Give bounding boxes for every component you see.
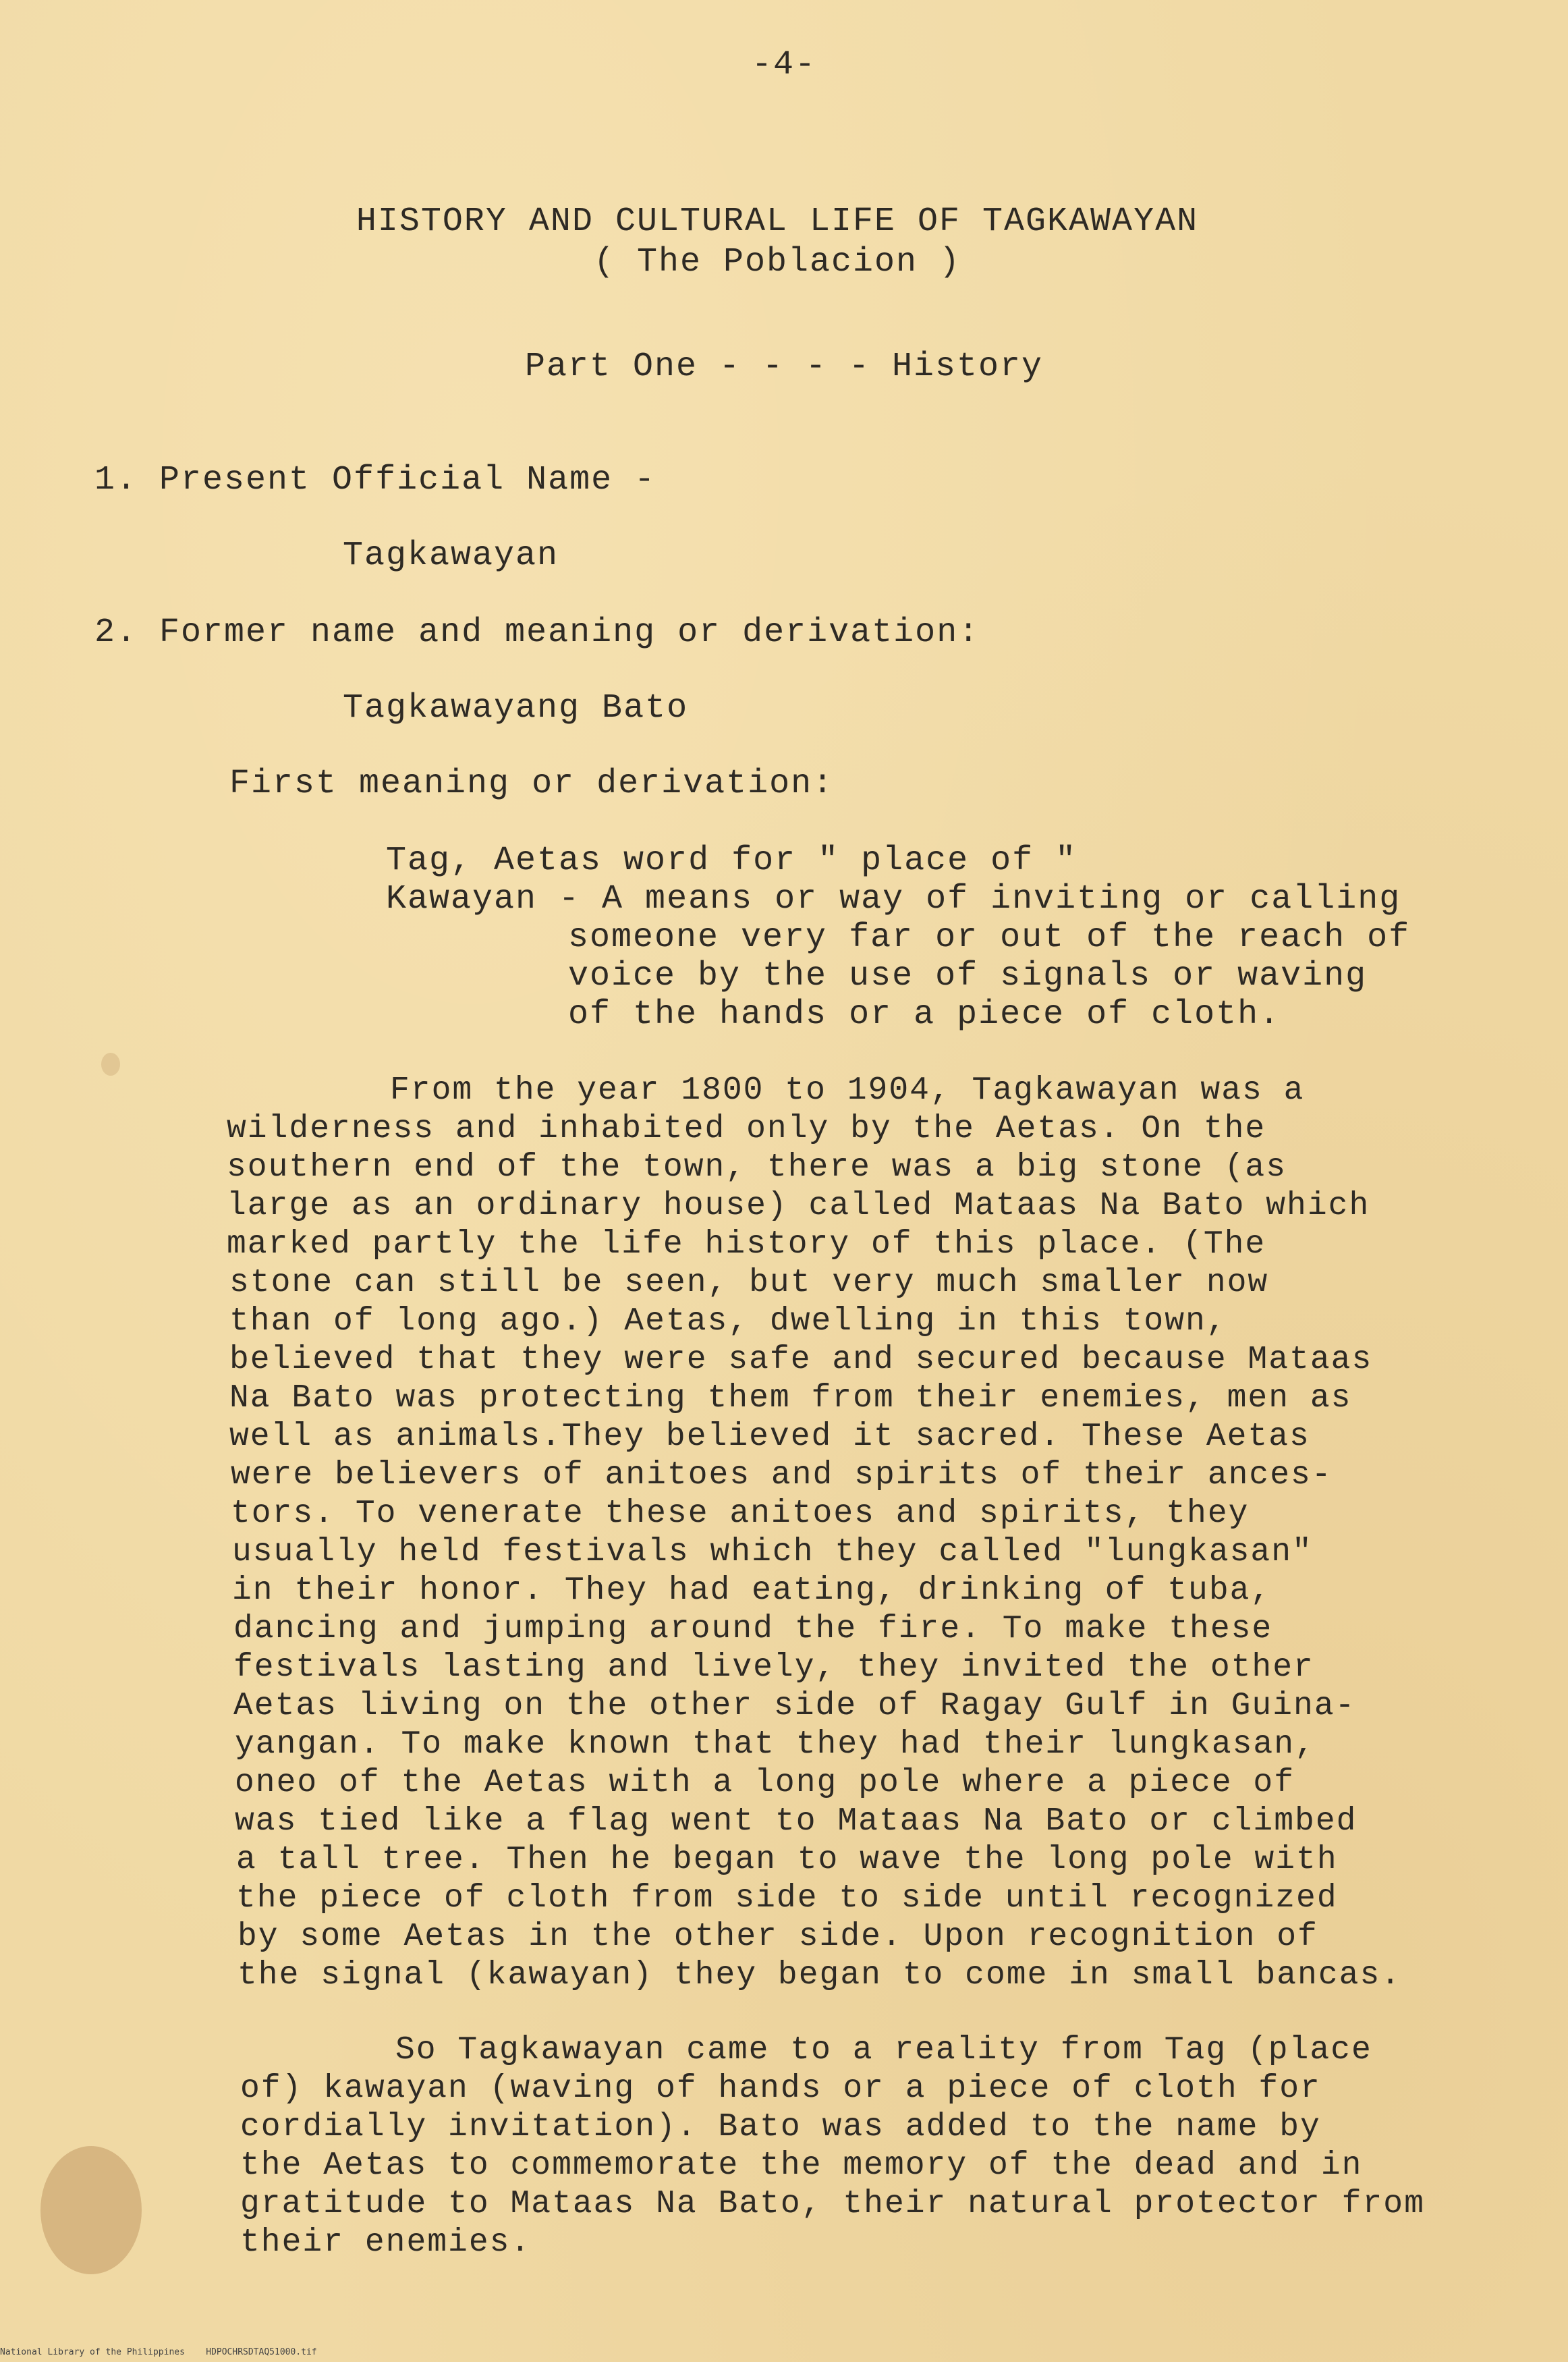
paragraph-line: in their honor. They had eating, drinking of tuba,	[232, 1572, 1272, 1609]
paragraph-line: large as an ordinary house) called Mataas Na Bato which	[227, 1188, 1370, 1224]
paragraph-line: yangan. To make known that they had their lungkasan,	[235, 1726, 1316, 1763]
paragraph-line: Aetas living on the other side of Ragay Gulf in Guina-	[233, 1688, 1356, 1724]
paragraph-line: by some Aetas in the other side. Upon recognition of	[237, 1919, 1318, 1955]
item2-label: 2. Former name and meaning or derivation:	[94, 613, 980, 652]
paragraph-line: stone can still be seen, but very much smaller now	[229, 1265, 1269, 1301]
paragraph-line: gratitude to Mataas Na Bato, their natural protector from	[240, 2186, 1425, 2222]
paragraph-line: cordially invitation). Bato was added to the name by	[240, 2109, 1321, 2145]
document-title: HISTORY AND CULTURAL LIFE OF TAGKAWAYAN	[356, 202, 1199, 241]
paragraph-line: From the year 1800 to 1904, Tagkawayan was a	[390, 1072, 1305, 1109]
item2-value: Tagkawayang Bato	[343, 689, 689, 727]
paragraph-line: usually held festivals which they called "lungkasan"	[232, 1534, 1313, 1570]
document-subtitle: ( The Poblacion )	[593, 243, 961, 281]
paragraph-line: believed that they were safe and secured because Mataas	[229, 1342, 1373, 1378]
paragraph-line: southern end of the town, there was a big stone (as	[227, 1149, 1287, 1186]
definition-tag-line: Tag, Aetas word for " place of "	[386, 842, 1077, 880]
part-heading: Part One - - - - History	[524, 348, 1044, 386]
paragraph-line: festivals lasting and lively, they invited the other	[233, 1649, 1314, 1686]
paragraph-line: were believers of anitoes and spirits of their ances-	[231, 1457, 1333, 1493]
item1-label: 1. Present Official Name -	[94, 461, 656, 499]
paragraph-line: a tall tree. Then he began to wave the long pole with	[236, 1842, 1338, 1878]
paragraph-line: dancing and jumping around the fire. To make these	[233, 1611, 1273, 1647]
paragraph-line: tors. To venerate these anitoes and spirits, they	[231, 1495, 1250, 1532]
paragraph-line: of) kawayan (waving of hands or a piece of cloth for	[240, 2070, 1321, 2107]
paragraph-line: their enemies.	[240, 2224, 532, 2261]
definition-continuation: of the hands or a piece of cloth.	[568, 995, 1281, 1034]
paragraph-line: Na Bato was protecting them from their enemies, men as	[229, 1380, 1352, 1417]
paragraph-line: marked partly the life history of this place. (The	[227, 1226, 1266, 1263]
paragraph-line: oneo of the Aetas with a long pole where a piece of	[235, 1765, 1295, 1801]
paragraph-line: the signal (kawayan) they began to come in small bancas.	[237, 1957, 1402, 1994]
definition-continuation: voice by the use of signals or waving	[568, 957, 1368, 995]
paragraph-line: So Tagkawayan came to a reality from Tag (place	[395, 2032, 1372, 2068]
paragraph-line: wilderness and inhabited only by the Aetas. On the	[227, 1111, 1266, 1147]
paragraph-line: than of long ago.) Aetas, dwelling in this town,	[229, 1303, 1227, 1340]
page-number: -4-	[751, 46, 816, 84]
first-meaning-heading: First meaning or derivation:	[229, 765, 835, 803]
paragraph-line: was tied like a flag went to Mataas Na Bato or climbed	[235, 1803, 1357, 1840]
definition-kawayan-line: Kawayan - A means or way of inviting or calling	[386, 880, 1401, 918]
paragraph-line: the Aetas to commemorate the memory of the dead and in	[240, 2147, 1363, 2184]
definition-continuation: someone very far or out of the reach of	[568, 918, 1411, 957]
paragraph-line: well as animals.They believed it sacred. These Aetas	[229, 1419, 1310, 1455]
item1-value: Tagkawayan	[343, 537, 559, 575]
water-stain	[40, 2146, 142, 2274]
scan-footer: National Library of the Philippines HDPOCHRSDTAQ51000.tif	[0, 2347, 317, 2357]
paragraph-line: the piece of cloth from side to side until recognized	[236, 1880, 1338, 1917]
water-stain-small	[101, 1053, 120, 1076]
